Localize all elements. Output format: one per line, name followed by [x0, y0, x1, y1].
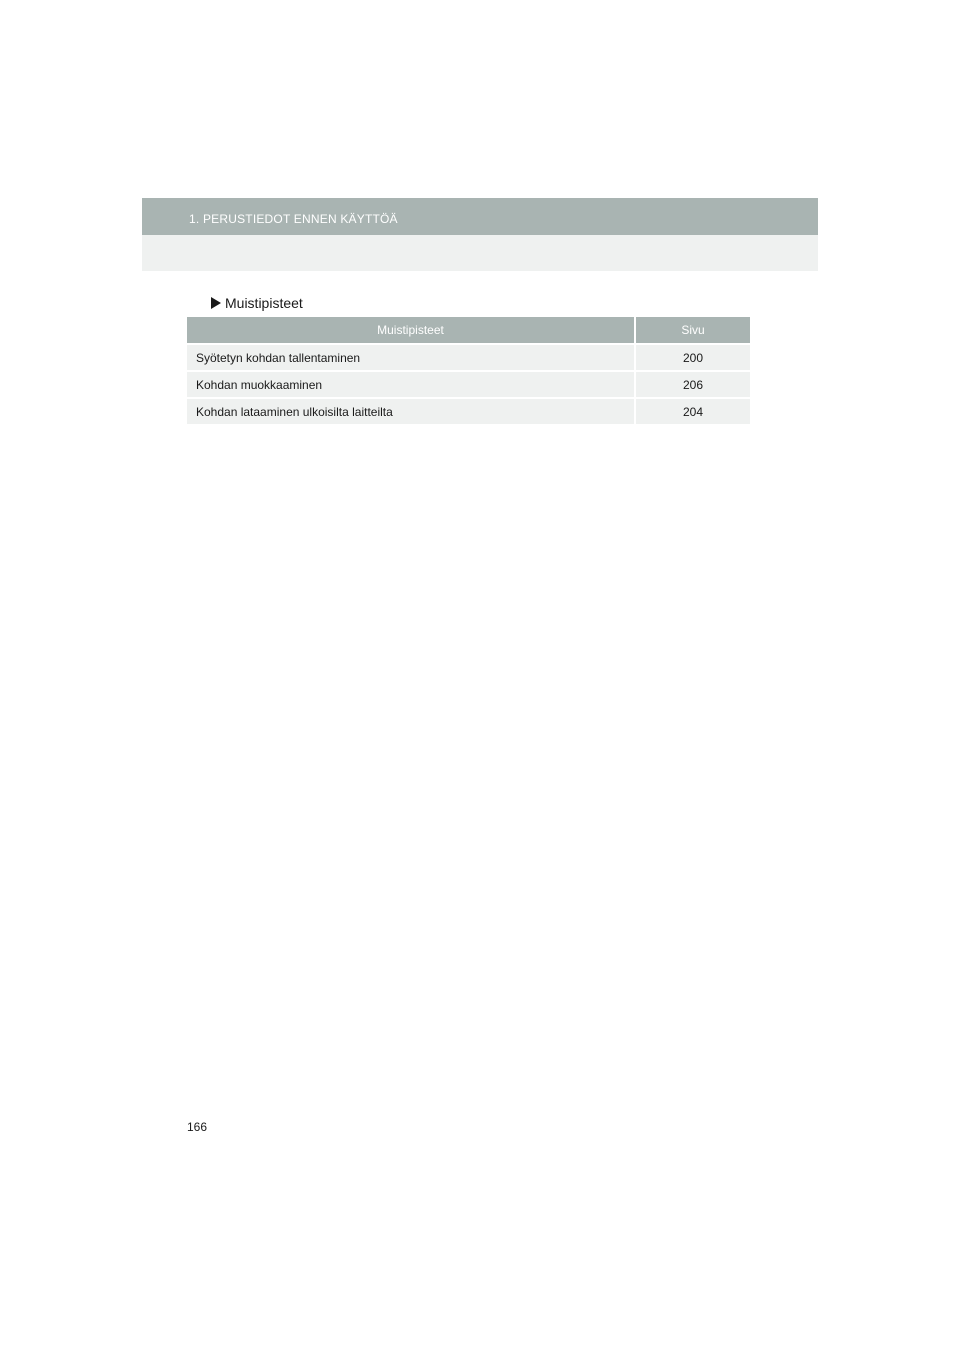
section-heading	[211, 295, 303, 311]
table-header-row	[187, 317, 750, 344]
column-header-page: Sivu	[635, 317, 750, 344]
reference-table	[187, 317, 750, 424]
chapter-header	[142, 198, 818, 235]
table-cell-item: Syötetyn kohdan tallentaminen	[187, 344, 635, 371]
table-cell-page: 200	[635, 344, 750, 371]
table-cell-page: 206	[635, 371, 750, 398]
column-header-item: Muistipisteet	[187, 317, 635, 344]
table-cell-page: 204	[635, 398, 750, 424]
chapter-subheader-band	[142, 235, 818, 271]
table-row	[187, 344, 750, 371]
table-cell-item: Kohdan muokkaaminen	[187, 371, 635, 398]
section-heading-text: Muistipisteet	[225, 295, 303, 311]
chapter-title: 1. PERUSTIEDOT ENNEN KÄYTTÖÄ	[189, 212, 398, 226]
table-cell-item: Kohdan lataaminen ulkoisilta laitteilta	[187, 398, 635, 424]
table-row	[187, 398, 750, 424]
triangle-right-icon	[211, 297, 221, 309]
page-number: 166	[187, 1120, 208, 1134]
table-row	[187, 371, 750, 398]
